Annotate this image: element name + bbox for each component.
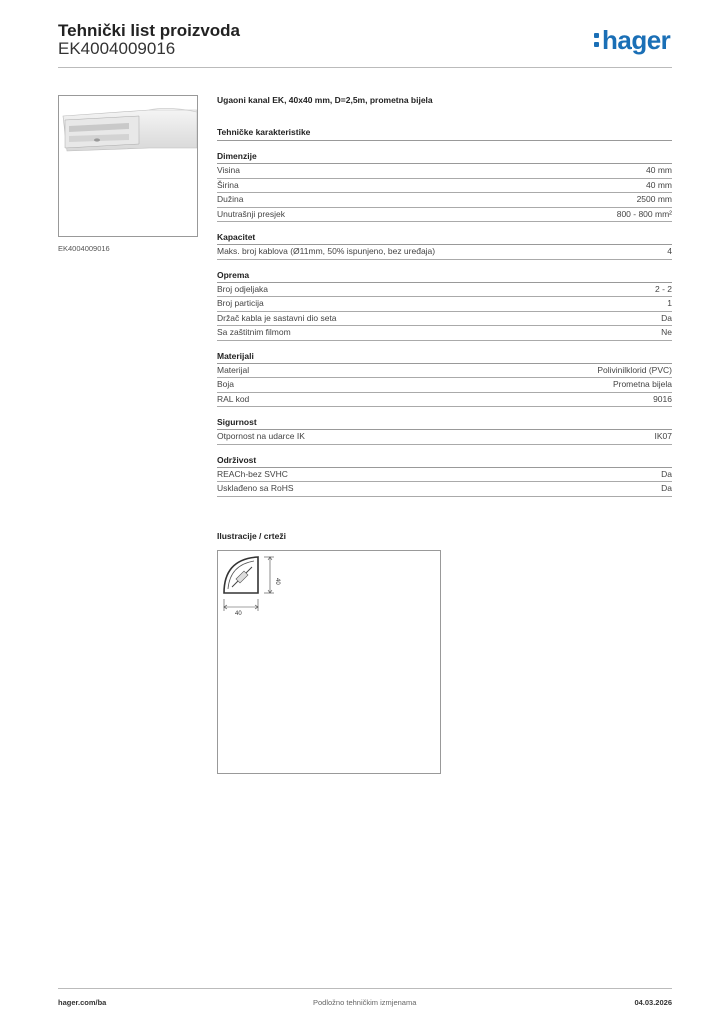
width-dimension-label: 40 [235,611,242,617]
logo-text: hager [602,25,671,55]
document-product-code: EK4004009016 [58,39,176,58]
spec-group [217,417,672,445]
spec-row [217,430,672,445]
spec-groups [217,151,672,497]
spec-group-title: Oprema [217,270,672,283]
height-dimension-label: 40 [274,578,280,585]
spec-row [217,312,672,327]
spec-label: Boja [217,379,235,389]
product-image [58,95,198,237]
spec-group-title: Kapacitet [217,232,672,245]
technical-drawing-frame [217,550,441,774]
spec-row [217,283,672,298]
footer-disclaimer: Podložno tehničkim izmjenama [313,998,417,1007]
spec-row [217,179,672,194]
spec-row [217,378,672,393]
spec-group-title: Materijali [217,351,672,364]
spec-label: Broj odjeljaka [217,283,269,294]
footer-divider [58,988,672,989]
header-divider [58,67,672,68]
spec-row [217,297,672,312]
spec-row [217,245,672,260]
spec-group [217,455,672,497]
spec-label: Širina [217,179,239,190]
spec-value: Ne [661,327,672,337]
spec-value: IK07 [654,431,672,441]
spec-value: 1 [667,298,672,308]
technical-characteristics-heading: Tehničke karakteristike [217,127,672,141]
spec-value: 4 [667,246,672,256]
footer-website: hager.com/ba [58,998,107,1007]
product-image-caption: EK4004009016 [58,244,110,253]
spec-group-title: Dimenzije [217,151,672,164]
spec-value: 2500 mm [636,194,672,204]
spec-group [217,232,672,260]
spec-group [217,151,672,222]
spec-value: Da [661,483,672,493]
spec-value: Da [661,468,672,479]
spec-value: 800 - 800 mm² [616,208,672,219]
spec-row [217,326,672,341]
spec-group [217,270,672,341]
product-title: Ugaoni kanal EK, 40x40 mm, D=2,5m, prometna bijela [217,95,433,105]
dimension-drawing-icon [218,551,440,773]
spec-label: Držač kabla je sastavni dio seta [217,312,337,323]
spec-label: Materijal [217,364,250,375]
hager-logo [594,25,670,56]
specifications-panel [217,95,672,497]
footer-date: 04.03.2026 [634,998,672,1007]
spec-row [217,164,672,179]
spec-row [217,208,672,223]
illustrations-heading: Ilustracije / crteži [217,531,286,541]
spec-label: Sa zaštitnim filmom [217,327,291,337]
spec-value: 40 mm [646,179,672,190]
spec-label: Maks. broj kablova (Ø11mm, 50% ispunjeno, bez uređaja) [217,246,436,256]
spec-group-title: Održivost [217,455,672,468]
spec-value: 2 - 2 [654,283,672,294]
spec-label: Broj particija [217,298,264,308]
spec-label: RAL kod [217,393,250,404]
spec-label: Visina [217,165,240,175]
spec-row [217,468,672,483]
spec-row [217,364,672,379]
spec-row [217,482,672,497]
spec-value: 9016 [653,393,672,404]
cable-duct-illustration-icon [59,96,197,236]
spec-row [217,393,672,408]
spec-value: Polivinilklorid (PVC) [597,364,672,375]
spec-value: Prometna bijela [612,379,672,389]
spec-value: Da [661,312,672,323]
logo-dots-icon [594,33,600,51]
spec-group [217,351,672,408]
document-title: Tehnički list proizvoda [58,21,240,40]
spec-label: Unutrašnji presjek [217,208,286,219]
spec-label: Dužina [217,194,244,204]
spec-label: Usklađeno sa RoHS [217,483,294,493]
spec-label: Otpornost na udarce IK [217,431,305,441]
spec-group-title: Sigurnost [217,417,672,430]
spec-row [217,193,672,208]
spec-value: 40 mm [646,165,672,175]
spec-label: REACh-bez SVHC [217,468,288,479]
